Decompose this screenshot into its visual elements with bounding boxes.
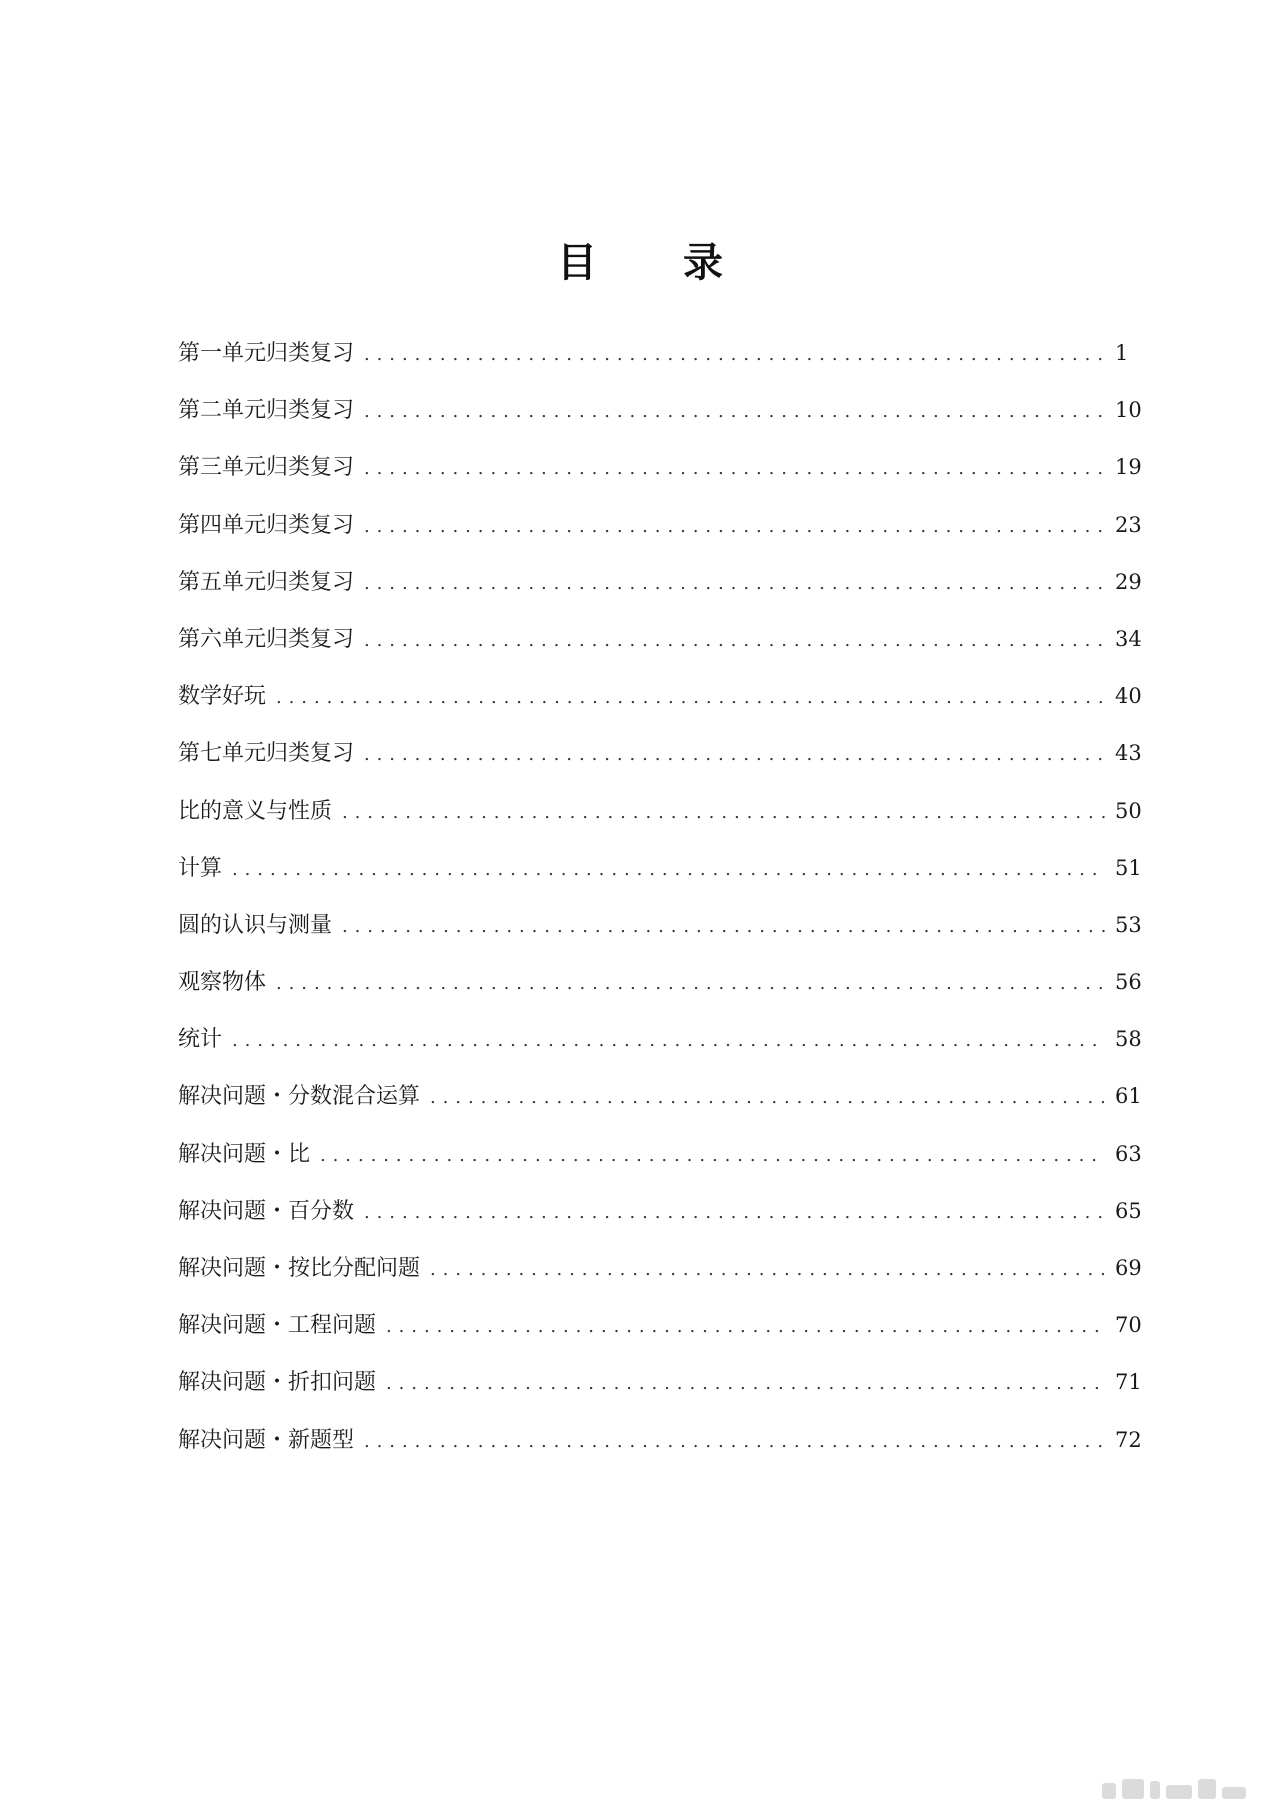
toc-entry-label: 第六单元归类复习 [178, 626, 355, 652]
toc-entry-page-number: 70 [1115, 1313, 1142, 1338]
toc-entry-page-number: 51 [1115, 855, 1142, 880]
toc-leader-dots [386, 1312, 1105, 1342]
toc-entry-label: 解决问题・百分数 [178, 1198, 355, 1224]
toc-entry-label: 解决问题・比 [178, 1141, 311, 1167]
toc-entry[interactable] [178, 853, 1151, 910]
toc-entry-page-number: 71 [1115, 1370, 1142, 1395]
toc-entry[interactable] [178, 338, 1151, 395]
toc-leader-dots [276, 969, 1105, 999]
toc-entry[interactable] [178, 1253, 1151, 1310]
toc-entry-label: 解决问题・新题型 [178, 1427, 355, 1453]
toc-entry-label: 第二单元归类复习 [178, 398, 355, 424]
toc-entry[interactable] [178, 1196, 1151, 1253]
toc-entry-page-number: 69 [1115, 1256, 1142, 1280]
toc-leader-dots [430, 1083, 1105, 1113]
toc-entry[interactable] [178, 1425, 1151, 1482]
toc-entry-page-number: 1 [1115, 341, 1129, 365]
toc-entry-page-number: 56 [1115, 970, 1142, 995]
toc-entry[interactable] [178, 567, 1151, 624]
toc-entry[interactable] [178, 796, 1151, 853]
toc-leader-dots [364, 397, 1105, 427]
toc-entry[interactable] [178, 1139, 1151, 1196]
toc-entry[interactable] [178, 452, 1151, 509]
toc-leader-dots [364, 1427, 1105, 1457]
toc-entry-label: 解决问题・分数混合运算 [178, 1084, 421, 1110]
toc-entry-page-number: 58 [1115, 1027, 1142, 1052]
toc-entry-page-number: 29 [1115, 569, 1142, 594]
toc-leader-dots [342, 798, 1105, 828]
toc-leader-dots [364, 1198, 1105, 1228]
toc-entry-page-number: 34 [1115, 626, 1142, 651]
toc-leader-dots [430, 1255, 1105, 1285]
toc-entry-label: 圆的认识与测量 [178, 912, 333, 938]
toc-entry-label: 第七单元归类复习 [178, 741, 355, 767]
toc-leader-dots [364, 512, 1105, 542]
toc-entry[interactable] [178, 681, 1151, 738]
toc-entry[interactable] [178, 1367, 1151, 1424]
toc-entry[interactable] [178, 395, 1151, 452]
toc-entry[interactable] [178, 1081, 1151, 1138]
toc-entry[interactable] [178, 738, 1151, 795]
toc-leader-dots [386, 1369, 1105, 1399]
toc-leader-dots [232, 1026, 1105, 1056]
toc-entry-label: 第三单元归类复习 [178, 455, 355, 481]
toc-leader-dots [364, 340, 1105, 370]
toc-entry[interactable] [178, 1024, 1151, 1081]
toc-entry-page-number: 19 [1115, 455, 1142, 480]
toc-leader-dots [364, 626, 1105, 656]
toc-leader-dots [342, 912, 1105, 942]
page-title: 目 录 [557, 239, 759, 286]
toc-entry-label: 解决问题・按比分配问题 [178, 1256, 421, 1281]
toc-entry-label: 第五单元归类复习 [178, 569, 355, 595]
toc-entry-page-number: 40 [1115, 684, 1142, 709]
toc-entry-page-number: 65 [1115, 1198, 1142, 1223]
toc-entry[interactable] [178, 910, 1151, 967]
watermark-mark [1102, 1777, 1252, 1799]
table-of-contents [178, 338, 1151, 1482]
toc-entry-page-number: 10 [1115, 398, 1142, 423]
toc-entry[interactable] [178, 967, 1151, 1024]
toc-leader-dots [364, 569, 1105, 599]
toc-entry-label: 第一单元归类复习 [178, 341, 355, 366]
toc-entry-page-number: 61 [1115, 1084, 1142, 1109]
toc-entry-page-number: 63 [1115, 1141, 1142, 1166]
toc-entry-page-number: 72 [1115, 1427, 1142, 1452]
toc-entry-label: 第四单元归类复习 [178, 512, 355, 538]
toc-leader-dots [232, 855, 1105, 885]
toc-entry-label: 比的意义与性质 [178, 798, 333, 824]
toc-entry[interactable] [178, 624, 1151, 681]
toc-entry-label: 解决问题・工程问题 [178, 1313, 377, 1339]
toc-entry-page-number: 43 [1115, 741, 1142, 766]
toc-leader-dots [320, 1141, 1105, 1171]
toc-entry-page-number: 53 [1115, 912, 1142, 937]
toc-entry-label: 数学好玩 [178, 684, 267, 710]
toc-entry-label: 统计 [178, 1027, 223, 1053]
toc-entry-page-number: 23 [1115, 512, 1142, 537]
toc-entry-page-number: 50 [1115, 798, 1142, 823]
toc-leader-dots [276, 683, 1105, 713]
toc-entry[interactable] [178, 510, 1151, 567]
toc-leader-dots [364, 740, 1105, 770]
toc-entry-label: 解决问题・折扣问题 [178, 1370, 377, 1396]
toc-leader-dots [364, 454, 1105, 484]
toc-entry-label: 观察物体 [178, 970, 267, 996]
toc-entry[interactable] [178, 1310, 1151, 1367]
toc-entry-label: 计算 [178, 855, 223, 881]
